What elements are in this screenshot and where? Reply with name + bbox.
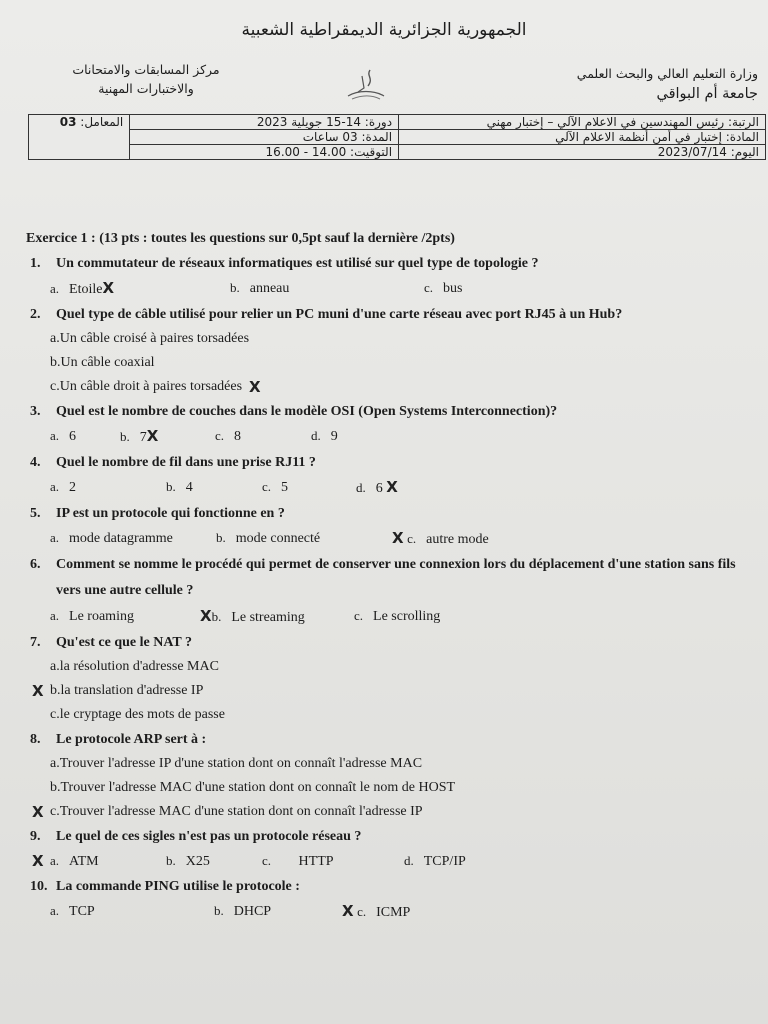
exam-center-line-2: والاختبارات المهنية — [98, 81, 194, 96]
answer-mark-icon: X — [32, 682, 44, 700]
question-text: Comment se nomme le procédé qui permet de conserver une connexion lors du déplacement d'une station sans fils vers une autre cellule ? — [56, 557, 736, 598]
option-q9-b: b. X25 — [166, 853, 210, 869]
question-6 — [26, 552, 756, 604]
day-cell: اليوم: 2023/07/14 — [399, 145, 766, 160]
coefficient-value: 03 — [59, 115, 77, 129]
question-text: Quel le nombre de fil dans une prise RJ11 ? — [56, 455, 316, 470]
option-q8-b: b. Trouver l'adresse MAC d'une station dont on connaît le nom de HOST — [50, 780, 456, 795]
ministry-name: وزارة التعليم العالي والبحث العلمي — [576, 66, 758, 81]
question-number: 3. — [30, 404, 41, 419]
question-text: La commande PING utilise le protocole : — [56, 879, 300, 894]
question-number: 4. — [30, 455, 41, 470]
coefficient-cell — [29, 115, 130, 160]
coefficient-label: المعامل: — [80, 115, 124, 129]
option-q10-c: X c. ICMP — [342, 902, 411, 920]
answer-mark-icon: X — [249, 378, 261, 396]
option-q8-a: a. Trouver l'adresse IP d'une station dont on connaît l'adresse MAC — [50, 756, 423, 771]
exercise-title: Exercice 1 : (13 pts : toutes les questions sur 0,5pt sauf la dernière /2pts) — [26, 231, 455, 246]
grade-cell: الرتبة: رئيس المهندسين في الاعلام الآلي – إختبار مهني — [399, 115, 766, 130]
option-q1-a: a. EtoileX — [50, 279, 115, 297]
question-text: Le protocole ARP sert à : — [56, 732, 207, 747]
option-q10-b: b. DHCP — [214, 903, 272, 919]
option-q6-b: Xb. Le streaming — [200, 607, 305, 625]
question-text: Le quel de ces sigles n'est pas un protocole réseau ? — [56, 829, 362, 844]
option-q5-b: b. mode connecté — [216, 530, 321, 546]
option-q2-c: c. Un câble droit à paires torsadées X — [26, 375, 756, 399]
options-q4 — [26, 475, 756, 501]
question-number: 8. — [30, 732, 41, 747]
question-4 — [26, 450, 756, 475]
option-q6-a: a. Le roaming — [50, 608, 134, 624]
options-q5 — [26, 526, 756, 552]
option-q4-c: c. 5 — [262, 479, 289, 495]
time-cell: التوقيت: 14.00 - 16.00 — [130, 145, 399, 160]
options-q3 — [26, 424, 756, 450]
option-q9-d: d. TCP/IP — [404, 853, 466, 869]
question-text: Quel est le nombre de couches dans le modèle OSI (Open Systems Interconnection)? — [56, 404, 558, 419]
question-text: Qu'est ce que le NAT ? — [56, 635, 192, 650]
question-text: Un commutateur de réseaux informatiques est utilisé sur quel type de topologie ? — [56, 256, 539, 271]
answer-mark-icon: X — [102, 279, 115, 297]
option-q4-d: d. 6 X — [356, 478, 398, 496]
ministry-block — [558, 64, 758, 104]
answer-mark-icon: X — [386, 478, 398, 496]
option-q8-c: X c. Trouver l'adresse MAC d'une station dont on connaît l'adresse IP — [26, 800, 756, 824]
option-q1-c: c. bus — [424, 280, 463, 296]
answer-mark-icon: X — [32, 852, 44, 870]
option-q7-b: X b. la translation d'adresse IP — [26, 679, 756, 703]
option-q7-a: a. la résolution d'adresse MAC — [50, 659, 219, 674]
options-q10 — [26, 899, 756, 925]
question-number: 1. — [30, 256, 41, 271]
duration-cell: المدة: 03 ساعات — [130, 130, 399, 145]
info-row-3 — [29, 145, 766, 160]
answer-mark-icon: X — [200, 607, 212, 625]
option-q3-d: d. 9 — [311, 428, 338, 444]
exam-center-line-1: مركز المسابقات والامتحانات — [72, 62, 220, 77]
question-number: 10. — [30, 879, 48, 894]
question-5 — [26, 501, 756, 526]
answer-mark-icon: X — [392, 529, 404, 547]
exam-info-table — [28, 114, 766, 160]
university-name: جامعة أم البواقي — [656, 86, 758, 102]
question-number: 6. — [30, 557, 41, 572]
question-number: 9. — [30, 829, 41, 844]
university-logo-icon — [344, 66, 388, 102]
option-q5-a: a. mode datagramme — [50, 530, 173, 546]
question-10 — [26, 874, 756, 899]
question-9 — [26, 824, 756, 849]
question-number: 5. — [30, 506, 41, 521]
option-q4-b: b. 4 — [166, 479, 193, 495]
question-3 — [26, 399, 756, 424]
exercise-section — [26, 230, 756, 925]
option-q5-c: X c. autre mode — [392, 529, 489, 547]
question-number: 7. — [30, 635, 41, 650]
option-q3-b: b. 7X — [120, 427, 159, 445]
question-number: 2. — [30, 307, 41, 322]
exam-center-name — [66, 60, 226, 98]
question-8 — [26, 727, 756, 752]
answer-mark-icon: X — [32, 803, 44, 821]
question-1 — [26, 251, 756, 276]
option-q7-c: c. le cryptage des mots de passe — [50, 707, 225, 722]
option-q3-a: a. 6 — [50, 428, 77, 444]
info-row-2 — [29, 130, 766, 145]
question-text: Quel type de câble utilisé pour relier un PC muni d'une carte réseau avec port RJ45 à un Hub? — [56, 307, 623, 322]
option-q6-c: c. Le scrolling — [354, 608, 441, 624]
question-2 — [26, 302, 756, 327]
options-q6 — [26, 604, 756, 630]
session-cell: دورة: 14-15 جويلية 2023 — [130, 115, 399, 130]
options-q9 — [26, 849, 756, 874]
option-q2-a: a. Un câble croisé à paires torsadées — [50, 331, 250, 346]
option-q4-a: a. 2 — [50, 479, 77, 495]
option-q9-c: c. HTTP — [262, 853, 334, 869]
option-q3-c: c. 8 — [215, 428, 242, 444]
options-q1 — [26, 276, 756, 302]
option-q10-a: a. TCP — [50, 903, 95, 919]
info-row-1 — [29, 115, 766, 130]
answer-mark-icon: X — [342, 902, 354, 920]
option-q1-b: b. anneau — [230, 280, 290, 296]
option-q9-a: a. ATM — [50, 853, 99, 869]
question-7 — [26, 630, 756, 655]
question-text: IP est un protocole qui fonctionne en ? — [56, 506, 285, 521]
subject-cell: المادة: إختبار في أمن أنظمة الاعلام الآلي — [399, 130, 766, 145]
republic-title: الجمهورية الجزائرية الديمقراطية الشعبية — [241, 20, 527, 40]
option-q2-b: b. Un câble coaxial — [50, 355, 155, 370]
answer-mark-icon: X — [146, 427, 159, 445]
